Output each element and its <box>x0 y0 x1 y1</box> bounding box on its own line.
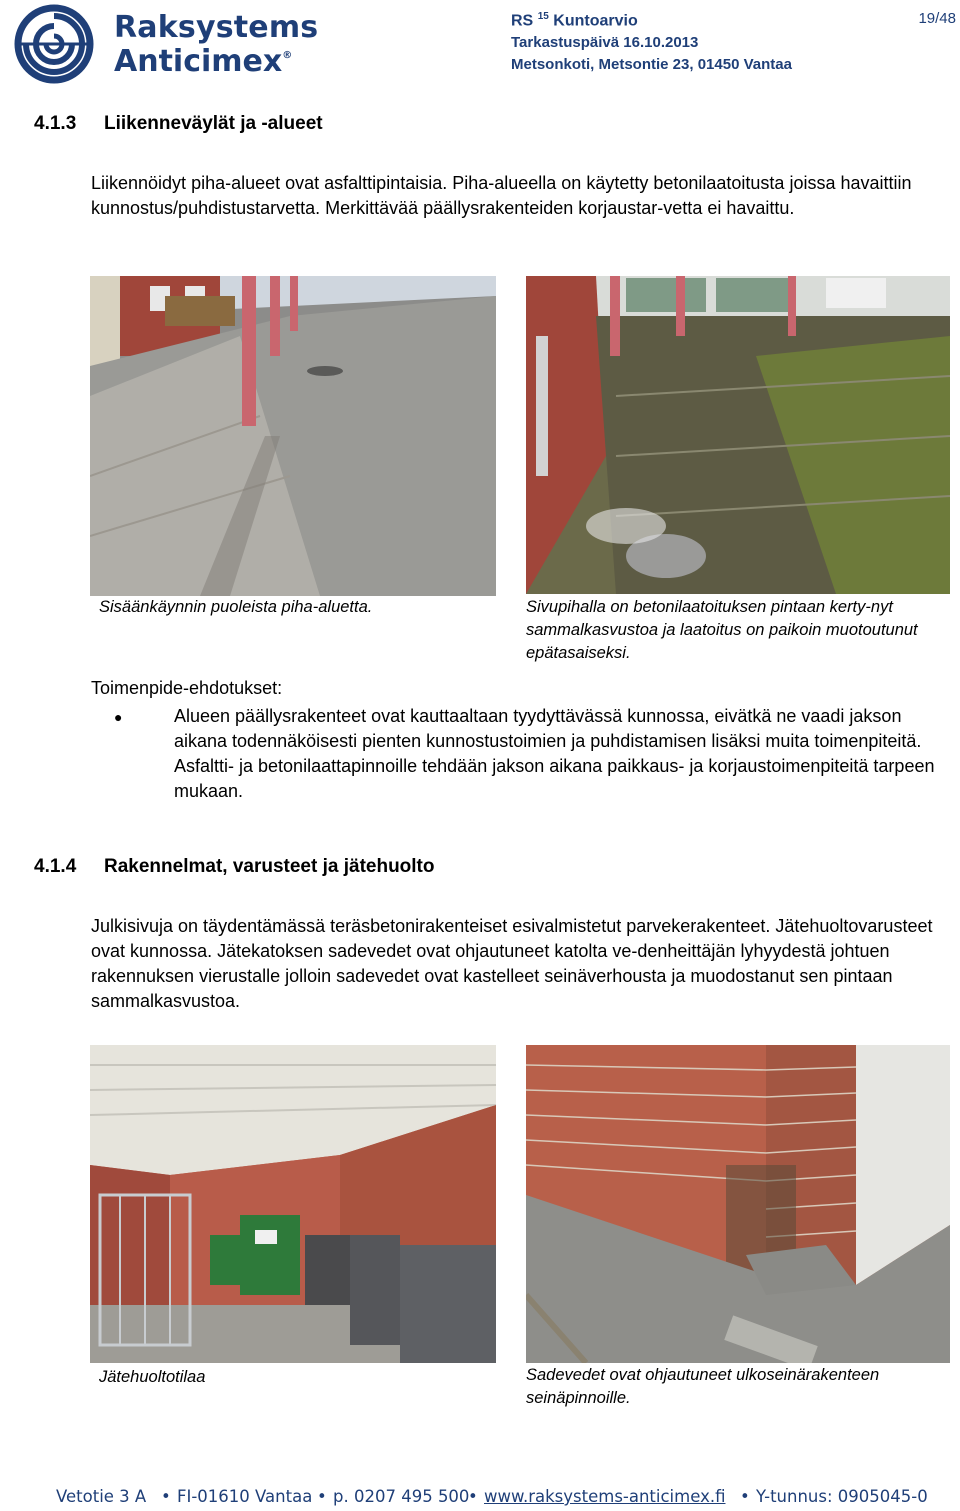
doc-title: RS $^{15}$ Kuntoarvio <box>511 11 638 30</box>
section-heading-413: 4.1.3 Liikenneväylät ja -alueet <box>34 113 323 134</box>
footer-address: Vetotie 3 A <box>56 1487 147 1506</box>
photo-side-yard-caption: Sivupihalla on betonilaatoituksen pintaan kerty-nyt sammalkasvustoa ja laatoitus on paikoin muotoutunut epätasaiseksi. <box>526 598 918 662</box>
section-413-paragraph: Liikennöidyt piha-alueet ovat asfalttipintaisia. Piha-alueella on käytetty betonilaatoitusta joissa havaittiin kunnostus/puhdistustarvetta. Merkittävää päällysrakenteiden korjaustar-vetta ei havaittu. <box>91 173 912 218</box>
bullet-icon: ● <box>114 709 123 725</box>
document-header <box>511 6 792 76</box>
footer-sep-3: • <box>468 1487 478 1506</box>
photo-wall-corner-caption: Sadevedet ovat ohjautuneet ulkoseinärakenteen seinäpinnoille. <box>526 1366 880 1407</box>
actions-heading: Toimenpide-ehdotukset: <box>91 678 283 698</box>
logo-line1: Raksystems <box>114 10 319 45</box>
section-414-paragraph: Julkisivuja on täydentämässä teräsbetonirakenteiset esivalmistetut parvekerakenteet. Jätehuoltovarusteet ovat kunnossa. Jätekatoksen sadevedet ovat ohjautuneet katolta ve-denheittäjän lyhyydestä johtuen rakennuksen vierustalle jolloin sadevedet ovat kastelleet seinäverhousta ja muodostanut sen pintaan sammalkasvustoa. <box>91 916 933 1011</box>
footer-website-link[interactable]: www.raksystems-anticimex.fi <box>484 1487 726 1506</box>
action-item: Alueen päällysrakenteet ovat kauttaaltaan tyydyttävässä kunnossa, eivätkä ne vaadi jakson aikana todennäköisesti pienten kunnostustoimien ja puhdistamisen lisäksi muita toimenpiteitä. Asfaltti- ja betonilaattapinnoille tehdään jakson aikana paikkaus- ja korjaustoimenpiteitä tarpeen mukaan. <box>174 706 935 801</box>
footer-sep-1: • <box>161 1487 171 1506</box>
inspection-date: Tarkastuspäivä 16.10.2013 <box>511 34 699 52</box>
property-address: Metsonkoti, Metsontie 23, 01450 Vantaa <box>511 56 792 74</box>
footer-business-id: Y-tunnus: 0905045-0 <box>756 1487 928 1506</box>
photo-entrance-yard <box>90 276 496 596</box>
photo-side-yard <box>526 276 950 594</box>
photo-waste-shelter <box>90 1045 496 1363</box>
footer-sep-2: • <box>317 1487 327 1506</box>
footer-sep-4: • <box>740 1487 750 1506</box>
section-heading-414: 4.1.4 Rakennelmat, varusteet ja jätehuolto <box>34 856 435 877</box>
photo-entrance-caption: Sisäänkäynnin puoleista piha-aluetta. <box>99 598 373 616</box>
logo-line2: Anticimex® <box>114 44 293 79</box>
photo-waste-caption: Jätehuoltotilaa <box>99 1368 206 1386</box>
logo-emblem-icon <box>6 4 102 84</box>
footer-postal: FI-01610 Vantaa <box>177 1487 313 1506</box>
page-footer <box>0 1484 960 1511</box>
footer-phone: p. 0207 495 500 <box>333 1487 470 1506</box>
page-number: 19/48 <box>918 10 956 27</box>
company-logo <box>6 4 319 84</box>
photo-wall-corner <box>526 1045 950 1363</box>
